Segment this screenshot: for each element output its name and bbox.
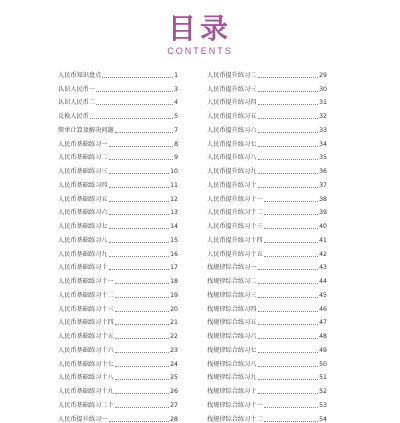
toc-entry[interactable] bbox=[58, 161, 178, 175]
toc-entry-page: 51 bbox=[319, 374, 327, 382]
dot-leader bbox=[258, 173, 319, 174]
toc-entry-page: 1 bbox=[174, 71, 178, 79]
toc-entry[interactable] bbox=[58, 340, 178, 354]
toc-entry-page: 24 bbox=[170, 360, 178, 368]
toc-entry[interactable] bbox=[207, 299, 327, 313]
toc-entry[interactable] bbox=[58, 326, 178, 340]
toc-entry[interactable] bbox=[207, 354, 327, 368]
toc-entry-page: 7 bbox=[174, 126, 178, 134]
dot-leader bbox=[258, 393, 319, 394]
toc-entry-page: 41 bbox=[319, 236, 327, 244]
dot-leader bbox=[258, 118, 319, 119]
toc-entry[interactable] bbox=[207, 93, 327, 107]
dot-leader bbox=[264, 242, 318, 243]
toc-entry-title: 找规律综合练习十一 bbox=[207, 401, 263, 409]
toc-entry[interactable] bbox=[207, 326, 327, 340]
toc-entry[interactable] bbox=[58, 65, 178, 79]
toc-entry[interactable] bbox=[58, 368, 178, 382]
dot-leader bbox=[102, 77, 173, 78]
toc-entry-page: 34 bbox=[319, 140, 327, 148]
toc-entry-title: 人民币基础练习四 bbox=[58, 181, 108, 189]
dot-leader bbox=[90, 118, 173, 119]
toc-entry-page: 11 bbox=[170, 181, 178, 189]
dot-leader bbox=[258, 77, 319, 78]
dot-leader bbox=[258, 352, 319, 353]
toc-entry[interactable] bbox=[58, 148, 178, 162]
toc-entry-page: 52 bbox=[319, 388, 327, 395]
toc-entry-title: 找规律综合练习十二 bbox=[207, 415, 263, 423]
toc-entry[interactable] bbox=[207, 120, 327, 134]
toc-entry[interactable] bbox=[58, 409, 178, 423]
toc-entry-title: 找规律综合练习一 bbox=[207, 264, 257, 272]
toc-entry-title: 人民币提升练习六 bbox=[207, 126, 257, 134]
dot-leader bbox=[264, 256, 318, 257]
dot-leader bbox=[109, 201, 170, 202]
dot-leader bbox=[115, 132, 173, 133]
toc-entry[interactable] bbox=[58, 285, 178, 299]
toc-entry[interactable] bbox=[58, 93, 178, 107]
toc-entry-page: 35 bbox=[319, 154, 327, 162]
dot-leader bbox=[258, 132, 319, 133]
toc-entry-title: 人民币基础练习六 bbox=[58, 209, 108, 217]
toc-entry-page: 54 bbox=[319, 415, 327, 423]
dot-leader bbox=[258, 311, 319, 312]
toc-entry-title: 找规律综合练习十 bbox=[207, 388, 257, 395]
toc-entry[interactable] bbox=[58, 189, 178, 203]
toc-entry-page: 13 bbox=[170, 209, 178, 217]
toc-entry-page: 22 bbox=[170, 333, 178, 340]
toc-entry[interactable] bbox=[207, 258, 327, 272]
toc-entry-title: 人民币提升练习三 bbox=[207, 85, 257, 93]
toc-entry-page: 21 bbox=[170, 319, 178, 327]
toc-entry-page: 40 bbox=[319, 223, 327, 230]
toc-entry-page: 47 bbox=[319, 319, 327, 327]
toc-entry-title: 人民币基础练习十六 bbox=[58, 346, 114, 354]
toc-entry-title: 人民币基础练习十二 bbox=[58, 291, 114, 299]
toc-entry-page: 28 bbox=[170, 415, 178, 423]
toc-entry[interactable] bbox=[207, 148, 327, 162]
dot-leader bbox=[109, 146, 174, 147]
toc-entry-page: 16 bbox=[170, 250, 178, 258]
toc-entry-page: 39 bbox=[319, 209, 327, 217]
toc-entry-page: 33 bbox=[319, 126, 327, 134]
toc-entry-title: 人民币基础练习三 bbox=[58, 168, 108, 175]
toc-entry-title: 找规律综合练习二 bbox=[207, 278, 257, 285]
toc-entry-title: 人民币基础练习十五 bbox=[58, 333, 114, 340]
dot-leader bbox=[264, 407, 318, 408]
dot-leader bbox=[258, 269, 319, 270]
toc-entry-title: 人民币基础练习二十 bbox=[58, 401, 114, 409]
toc-entry-title: 认识人民币一 bbox=[58, 85, 96, 93]
toc-entry[interactable] bbox=[207, 161, 327, 175]
toc-entry-title: 人民币基础练习七 bbox=[58, 223, 108, 230]
dot-leader bbox=[109, 214, 170, 215]
dot-leader bbox=[109, 269, 170, 270]
dot-leader bbox=[109, 228, 170, 229]
toc-entry-page: 20 bbox=[170, 305, 178, 313]
toc-entry-title: 找规律综合练习九 bbox=[207, 374, 257, 382]
toc-entry-page: 14 bbox=[170, 223, 178, 230]
toc-entry-page: 12 bbox=[170, 195, 178, 203]
toc-entry-title: 人民币提升练习十一 bbox=[207, 195, 263, 203]
toc-entry[interactable] bbox=[207, 203, 327, 217]
toc-entry[interactable] bbox=[58, 79, 178, 93]
toc-entry[interactable] bbox=[58, 106, 178, 120]
toc-entry[interactable] bbox=[58, 381, 178, 395]
toc-entry-title: 人民币基础练习十八 bbox=[58, 374, 114, 382]
toc-entry[interactable] bbox=[207, 285, 327, 299]
toc-entry-page: 8 bbox=[174, 140, 178, 148]
toc-entry[interactable] bbox=[207, 175, 327, 189]
dot-leader bbox=[264, 214, 318, 215]
dot-leader bbox=[258, 104, 319, 105]
toc-entry-page: 27 bbox=[170, 401, 178, 409]
dot-leader bbox=[115, 297, 169, 298]
toc-entry[interactable] bbox=[58, 299, 178, 313]
toc-entry[interactable] bbox=[58, 258, 178, 272]
dot-leader bbox=[115, 379, 169, 380]
dot-leader bbox=[109, 421, 170, 422]
toc-entry-page: 19 bbox=[170, 291, 178, 299]
toc-entry[interactable] bbox=[207, 216, 327, 230]
toc-entry-page: 44 bbox=[319, 278, 327, 285]
toc-entry[interactable] bbox=[58, 271, 178, 285]
toc-entry-title: 人民币提升练习十 bbox=[207, 181, 257, 189]
toc-entry-page: 48 bbox=[319, 333, 327, 340]
toc-entry-page: 46 bbox=[319, 305, 327, 313]
toc-entry-page: 36 bbox=[319, 168, 327, 175]
dot-leader bbox=[258, 297, 319, 298]
toc-entry[interactable] bbox=[58, 216, 178, 230]
toc-entry-page: 37 bbox=[319, 181, 327, 189]
dot-leader bbox=[109, 242, 170, 243]
toc-entry[interactable] bbox=[207, 189, 327, 203]
toc-entry[interactable] bbox=[207, 79, 327, 93]
toc-entry-title: 人民币基础练习一 bbox=[58, 140, 108, 148]
toc-entry-title: 找规律综合练习五 bbox=[207, 319, 257, 327]
dot-leader bbox=[258, 324, 319, 325]
toc-entry-title: 简单计算及解决问题 bbox=[58, 126, 114, 134]
toc-entry-page: 17 bbox=[170, 264, 178, 272]
toc-entry[interactable] bbox=[58, 354, 178, 368]
toc-entry-page: 38 bbox=[319, 195, 327, 203]
toc-entry-title: 找规律综合练习四 bbox=[207, 305, 257, 313]
dot-leader bbox=[258, 379, 319, 380]
toc-entry-title: 人民币提升练习十三 bbox=[207, 223, 263, 230]
dot-leader bbox=[115, 324, 169, 325]
toc-entry-title: 找规律综合练习八 bbox=[207, 360, 257, 368]
toc-entry[interactable] bbox=[58, 134, 178, 148]
dot-leader bbox=[264, 228, 318, 229]
toc-entry-title: 认识人民币二 bbox=[58, 99, 96, 107]
toc-entry-page: 5 bbox=[174, 113, 178, 120]
toc-entry-title: 人民币基础练习五 bbox=[58, 195, 108, 203]
dot-leader bbox=[115, 311, 169, 312]
toc-entry-title: 人民币提升练习十五 bbox=[207, 250, 263, 258]
toc-entry-page: 23 bbox=[170, 346, 178, 354]
dot-leader bbox=[115, 283, 169, 284]
toc-entry-title: 人民币基础练习十三 bbox=[58, 305, 114, 313]
toc-entry-page: 10 bbox=[170, 168, 178, 175]
dot-leader bbox=[264, 421, 318, 422]
dot-leader bbox=[96, 104, 173, 105]
toc-entry-title: 人民币基础练习十一 bbox=[58, 278, 114, 285]
page-title: 目录 bbox=[167, 12, 232, 45]
toc-entry[interactable] bbox=[207, 271, 327, 285]
toc-entry[interactable] bbox=[58, 395, 178, 409]
toc-entry-title: 人民币提升练习二 bbox=[207, 71, 257, 79]
toc-entry-page: 31 bbox=[319, 99, 327, 107]
toc-entry-title: 找规律综合练习六 bbox=[207, 333, 257, 340]
toc-entry-page: 4 bbox=[174, 99, 178, 107]
toc-entry-page: 53 bbox=[319, 401, 327, 409]
toc-entry-title: 人民币提升练习九 bbox=[207, 168, 257, 175]
dot-leader bbox=[109, 159, 174, 160]
toc-entry[interactable] bbox=[207, 106, 327, 120]
toc-entry-page: 50 bbox=[319, 360, 327, 368]
dot-leader bbox=[258, 283, 319, 284]
dot-leader bbox=[258, 187, 319, 188]
dot-leader bbox=[115, 352, 169, 353]
dot-leader bbox=[109, 173, 170, 174]
toc-entry[interactable] bbox=[207, 395, 327, 409]
toc-entry-title: 人民币提升练习五 bbox=[207, 113, 257, 120]
dot-leader bbox=[258, 159, 319, 160]
dot-leader bbox=[115, 393, 169, 394]
toc-entry-title: 兑换人民币 bbox=[58, 113, 89, 120]
dot-leader bbox=[96, 91, 173, 92]
toc-entry-title: 人民币基础练习十九 bbox=[58, 388, 114, 395]
dot-leader bbox=[115, 338, 169, 339]
toc-entry[interactable] bbox=[58, 313, 178, 327]
toc-entry-title: 人民币提升练习十四 bbox=[207, 236, 263, 244]
toc-entry-page: 25 bbox=[170, 374, 178, 382]
dot-leader bbox=[109, 256, 170, 257]
toc-right-column bbox=[207, 65, 327, 423]
toc-entry[interactable] bbox=[207, 230, 327, 244]
toc-entry-title: 人民币知识盘点 bbox=[58, 71, 102, 79]
toc-entry[interactable] bbox=[207, 381, 327, 395]
dot-leader bbox=[115, 407, 169, 408]
toc-entry-title: 人民币提升练习四 bbox=[207, 99, 257, 107]
toc-entry[interactable] bbox=[58, 244, 178, 258]
toc-entry-page: 29 bbox=[319, 71, 327, 79]
toc-entry-title: 人民币提升练习一 bbox=[58, 415, 108, 423]
toc-entry[interactable] bbox=[58, 203, 178, 217]
dot-leader bbox=[258, 366, 319, 367]
toc-entry-page: 30 bbox=[319, 85, 327, 93]
dot-leader bbox=[258, 91, 319, 92]
toc-entry-title: 找规律综合练习三 bbox=[207, 291, 257, 299]
toc-entry-page: 15 bbox=[170, 236, 178, 244]
toc-entry-title: 人民币基础练习二 bbox=[58, 154, 108, 162]
toc-entry-page: 42 bbox=[319, 250, 327, 258]
dot-leader bbox=[264, 201, 318, 202]
toc-entry[interactable] bbox=[207, 65, 327, 79]
toc-entry-title: 人民币提升练习八 bbox=[207, 154, 257, 162]
dot-leader bbox=[115, 366, 169, 367]
toc-entry[interactable] bbox=[207, 409, 327, 423]
toc-entry[interactable] bbox=[58, 230, 178, 244]
toc-entry-page: 45 bbox=[319, 291, 327, 299]
toc-entry-page: 43 bbox=[319, 264, 327, 272]
toc-entry[interactable] bbox=[58, 120, 178, 134]
dot-leader bbox=[109, 187, 170, 188]
toc-entry-title: 找规律综合练习七 bbox=[207, 346, 257, 354]
toc-entry-page: 3 bbox=[174, 85, 178, 93]
toc-entry-title: 人民币基础练习九 bbox=[58, 250, 108, 258]
page-subtitle: CONTENTS bbox=[167, 46, 233, 56]
toc-entry[interactable] bbox=[207, 134, 327, 148]
toc-entry-page: 18 bbox=[170, 278, 178, 285]
toc-entry-page: 32 bbox=[319, 113, 327, 120]
toc-entry-title: 人民币基础练习十四 bbox=[58, 319, 114, 327]
toc-entry-page: 26 bbox=[170, 388, 178, 395]
toc-entry[interactable] bbox=[207, 340, 327, 354]
toc-entry-title: 人民币提升练习十二 bbox=[207, 209, 263, 217]
toc-entry-title: 人民币提升练习七 bbox=[207, 140, 257, 148]
toc-entry-title: 人民币基础练习八 bbox=[58, 236, 108, 244]
dot-leader bbox=[258, 146, 319, 147]
toc-entry[interactable] bbox=[58, 175, 178, 189]
toc-left-column bbox=[58, 65, 178, 423]
toc-entry[interactable] bbox=[207, 244, 327, 258]
toc-entry[interactable] bbox=[207, 368, 327, 382]
toc-entry-title: 人民币基础练习十 bbox=[58, 264, 108, 272]
toc-entry-page: 9 bbox=[174, 154, 178, 162]
toc-entry-page: 49 bbox=[319, 346, 327, 354]
toc-entry-title: 人民币基础练习十七 bbox=[58, 360, 114, 368]
dot-leader bbox=[258, 338, 319, 339]
toc-entry[interactable] bbox=[207, 313, 327, 327]
